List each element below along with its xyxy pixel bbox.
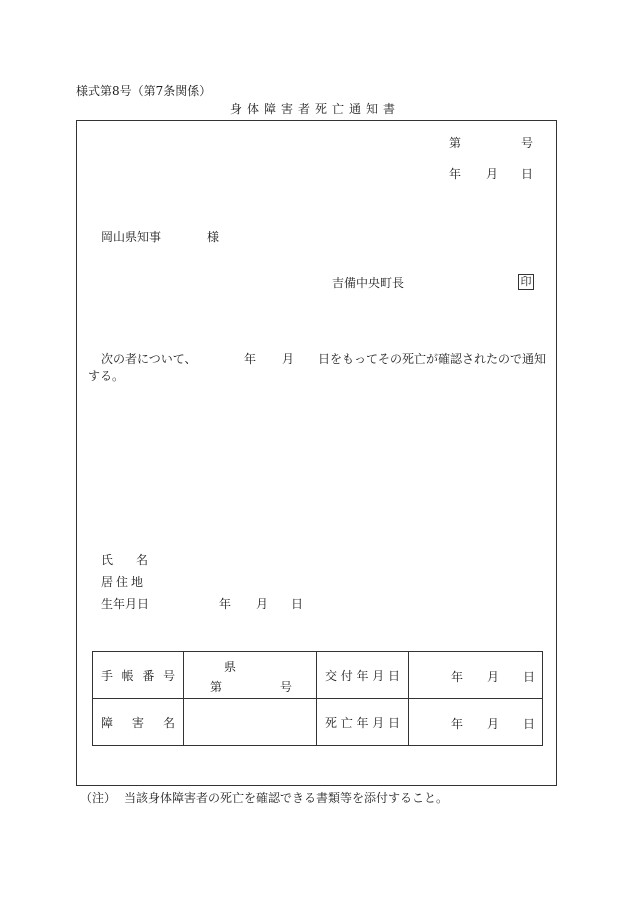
handbook-number-prefix: 第 [210, 680, 223, 694]
death-date-label: 死亡年月日 [317, 699, 409, 746]
death-month: 月 [487, 717, 500, 731]
field-name-label-2: 名 [136, 553, 149, 567]
issue-date-year: 年 [449, 167, 462, 181]
notice-text-end: する。 [88, 369, 125, 383]
info-table [92, 651, 543, 746]
death-day: 日 [523, 717, 536, 731]
issue-date-label: 交付年月日 [317, 652, 409, 699]
table-issue-month: 月 [487, 670, 500, 684]
disability-name-cell [184, 699, 317, 746]
birth-day: 日 [291, 597, 304, 611]
addressee-honorific: 様 [207, 230, 220, 244]
death-year: 年 [451, 717, 464, 731]
doc-number-label: 第 [449, 136, 462, 150]
prefecture-label: 県 [224, 660, 237, 674]
issue-date-cell [409, 652, 543, 699]
table-row [93, 652, 543, 699]
note-prefix: （注） [80, 791, 117, 805]
table-row [93, 699, 543, 746]
handbook-number-suffix: 号 [280, 680, 293, 694]
table-issue-year: 年 [451, 670, 464, 684]
form-number: 様式第8号（第7条関係） [76, 84, 212, 98]
handbook-number-cell [184, 652, 317, 699]
notice-year: 年 [244, 352, 257, 366]
disability-name-label: 障害名 [93, 699, 184, 746]
field-birth-label: 生年月日 [101, 597, 150, 611]
field-address-label: 居住地 [101, 575, 147, 589]
birth-year: 年 [219, 597, 232, 611]
seal-mark: 印 [518, 274, 534, 290]
issue-date-day: 日 [521, 167, 534, 181]
field-name-label-1: 氏 [101, 553, 114, 567]
table-issue-day: 日 [523, 670, 536, 684]
addressee-name: 岡山県知事 [101, 230, 162, 244]
doc-number-suffix: 号 [521, 136, 534, 150]
issue-date-month: 月 [486, 167, 499, 181]
death-date-cell [409, 699, 543, 746]
birth-month: 月 [256, 597, 269, 611]
sender-name: 吉備中央町長 [332, 276, 405, 290]
notice-text-middle: 日をもってその死亡が確認されたので通知 [318, 352, 547, 366]
notice-month: 月 [282, 352, 295, 366]
handbook-number-label: 手帳番号 [93, 652, 184, 699]
note-text: 当該身体障害者の死亡を確認できる書類等を添付すること。 [124, 791, 449, 805]
notice-text-start: 次の者について、 [101, 352, 197, 366]
document-title: 身体障害者死亡通知書 [229, 102, 400, 116]
